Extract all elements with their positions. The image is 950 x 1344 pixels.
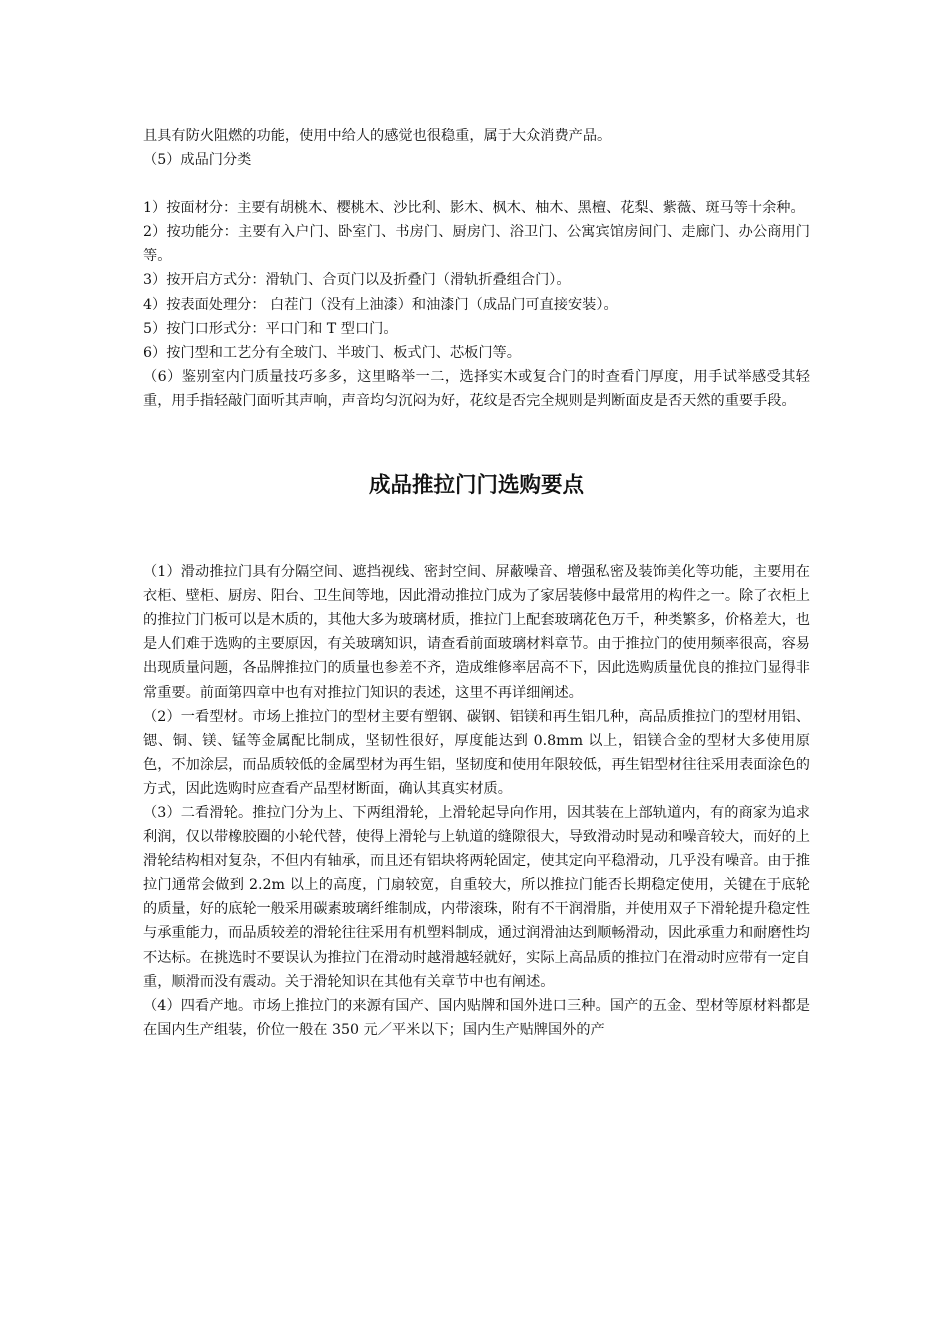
- paragraph-quality-identification-tips: （6）鉴别室内门质量技巧多多，这里略举一二，选择实木或复合门的时查看门厚度，用手试举感受其轻重，用手指轻敲门面听其声响，声音均匀沉闷为好，花纹是否完全规则是判断面皮是否天然的重要手段。: [143, 368, 810, 409]
- paragraph-check-pulley: （3）二看滑轮。推拉门分为上、下两组滑轮，上滑轮起导向作用，因其装在上部轨道内，有的商家为追求利润，仅以带橡胶圈的小轮代替，使得上滑轮与上轨道的缝隙很大，导致滑动时晃动和噪音较大，而好的上滑轮结构相对复杂，不但内有轴承，而且还有铝块将两轮固定，使其定向平稳滑动，几乎没有噪音。由于推拉门通常会做到 2.2m 以上的高度，门扇较宽，自重较大，所以推拉门能否长期稳定使用，关键在于底轮的质量，好的底轮一般采用碳素玻璃纤维制成，内带滚珠，附有不干润滑脂，并使用双子下滑轮提升稳定性与承重能力，而品质较差的滑轮往往采用有机塑料制成，通过润滑油达到顺畅滑动，因此承重力和耐磨性均不达标。在挑选时不要误认为推拉门在滑动时越滑越轻就好，实际上高品质的推拉门在滑动时应带有一定自重，顺滑而没有震动。关于滑轮知识在其他有关章节中也有阐述。: [143, 804, 810, 990]
- list-item-by-function: 2）按功能分：主要有入户门、卧室门、书房门、厨房门、浴卫门、公寓宾馆房间门、走廊门、办公商用门等。: [143, 224, 810, 265]
- list-item-by-opening-method: 3）按开启方式分：滑轨门、合页门以及折叠门（滑轨折叠组合门）。: [143, 272, 571, 289]
- spacer: [143, 413, 810, 471]
- list-item-by-door-type: 6）按门型和工艺分有全玻门、半玻门、板式门、芯板门等。: [143, 344, 521, 361]
- blank-line: [143, 172, 810, 196]
- list-item-by-door-frame-form: 5）按门口形式分：平口门和 T 型口门。: [143, 320, 398, 337]
- list-item-by-surface-material: 1）按面材分：主要有胡桃木、樱桃木、沙比利、影木、枫木、柚木、黑檀、花梨、紫薇、斑马等十余种。: [143, 200, 805, 217]
- paragraph-door-classification-heading: （5）成品门分类: [143, 152, 252, 169]
- spacer: [143, 501, 810, 560]
- document-body: [143, 124, 810, 1042]
- paragraph-fire-retardant: 且具有防火阻燃的功能，使用中给人的感觉也很稳重，属于大众消费产品。: [143, 128, 612, 144]
- paragraph-check-origin: （4）四看产地。市场上推拉门的来源有国产、国内贴牌和国外进口三种。国产的五金、型材等原材料都是在国内生产组装，价位一般在 350 元／平米以下；国内生产贴牌国外的产: [143, 997, 810, 1038]
- paragraph-sliding-door-intro: （1）滑动推拉门具有分隔空间、遮挡视线、密封空间、屏蔽噪音、增强私密及装饰美化等功能，主要用在衣柜、壁柜、厨房、阳台、卫生间等地，因此滑动推拉门成为了家居装修中最常用的构件之一。除了衣柜上的推拉门门板可以是木质的，其他大多为玻璃材质，推拉门上配套玻璃花色万千，种类繁多，价格差大，也是人们难于选购的主要原因，有关玻璃知识，请查看前面玻璃材料章节。由于推拉门的使用频率很高，容易出现质量问题，各品牌推拉门的质量也参差不齐，造成维修率居高不下，因此选购质量优良的推拉门显得非常重要。前面第四章中也有对推拉门知识的表述，这里不再详细阐述。: [143, 564, 810, 701]
- section-title: 成品推拉门门选购要点: [368, 473, 584, 499]
- paragraph-check-profile: （2）一看型材。市场上推拉门的型材主要有塑钢、碳钢、铝镁和再生铝几种，高品质推拉门的型材用铝、锶、铜、镁、锰等金属配比制成，坚韧性很好，厚度能达到 0.8mm 以上，铝镁合金的型材大多使用原色，不加涂层，而品质较低的金属型材为再生铝，坚韧度和使用年限较低，再生铝型材往往采用表面涂色的方式，因此选购时应查看产品型材断面，确认其真实材质。: [143, 708, 810, 797]
- list-item-by-surface-treatment: 4）按表面处理分： 白茬门（没有上油漆）和油漆门（成品门可直接安装）。: [143, 296, 618, 313]
